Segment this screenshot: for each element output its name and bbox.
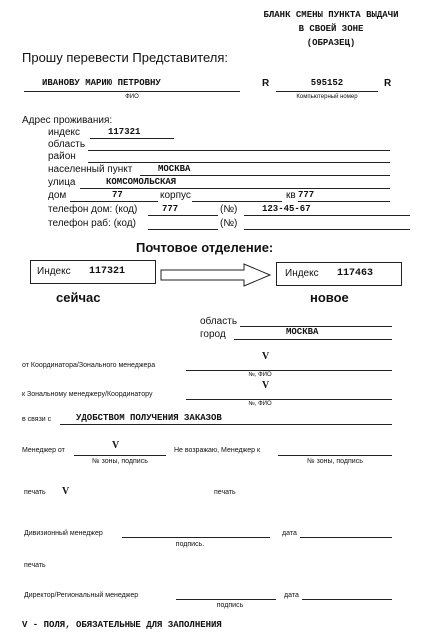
house-underline — [70, 201, 158, 202]
manager-from-mark: V — [112, 440, 120, 451]
current-index-label: Индекс — [37, 266, 71, 277]
to-manager-caption: №, ФИО — [248, 401, 272, 407]
name-caption: ФИО — [125, 94, 139, 100]
from-coordinator-mark: V — [262, 351, 270, 362]
phone-home-num-label: (№) — [220, 204, 238, 215]
representative-name[interactable]: ИВАНОВУ МАРИЮ ПЕТРОВНУ — [42, 78, 161, 88]
division-date-underline[interactable] — [300, 537, 392, 538]
from-coordinator-underline[interactable] — [186, 370, 392, 371]
form-title-line3: (ОБРАЗЕЦ) — [306, 38, 356, 48]
house-label: дом — [48, 190, 67, 201]
postal-city-underline — [234, 339, 392, 340]
house-value[interactable]: 77 — [112, 190, 123, 200]
postal-heading: Почтовое отделение: — [136, 240, 274, 255]
address-heading: Адрес проживания: — [22, 115, 113, 126]
manager-from-caption: № зоны, подпись — [92, 458, 148, 465]
phone-work-code-underline[interactable] — [148, 229, 218, 230]
now-caption: сейчас — [56, 290, 101, 305]
computer-number[interactable]: 595152 — [310, 78, 344, 88]
current-index-box[interactable] — [30, 260, 156, 284]
phone-home-label: телефон дом: (код) — [48, 204, 138, 215]
division-date-label: дата — [282, 530, 297, 537]
phone-home-number-underline — [244, 215, 410, 216]
director-signature-underline[interactable] — [176, 599, 276, 600]
new-index-label: Индекс — [285, 268, 319, 279]
director-signature-caption: подпись — [216, 602, 244, 609]
kv-underline — [298, 201, 390, 202]
request-text: Прошу перевести Представителя: — [22, 50, 229, 65]
new-caption: новое — [310, 290, 349, 305]
no-objection-underline[interactable] — [278, 455, 392, 456]
district-underline[interactable] — [88, 162, 390, 163]
index-value[interactable]: 117321 — [108, 127, 141, 137]
phone-home-code-underline — [148, 215, 218, 216]
street-label: улица — [48, 177, 76, 188]
division-signature-underline[interactable] — [122, 537, 270, 538]
phone-work-number-underline[interactable] — [244, 229, 410, 230]
region-underline[interactable] — [88, 150, 390, 151]
index-label: индекс — [48, 127, 80, 138]
phone-work-num-label: (№) — [220, 218, 238, 229]
kv-label: кв — [286, 190, 296, 201]
number-underline — [276, 91, 378, 92]
index-underline — [90, 138, 174, 139]
current-index-value: 117321 — [89, 266, 126, 277]
no-objection-label: Не возражаю, Менеджер к — [174, 447, 261, 454]
street-value[interactable]: КОМСОМОЛЬСКАЯ — [106, 177, 177, 187]
director-date-underline[interactable] — [302, 599, 392, 600]
number-caption: Компьютерный номер — [296, 94, 358, 100]
stamp-bottom-label: печать — [24, 562, 46, 569]
district-label: район — [48, 151, 76, 162]
city-value[interactable]: МОСКВА — [158, 164, 191, 174]
phone-work-label: телефон раб: (код) — [48, 218, 136, 229]
postal-region-label: область — [200, 316, 238, 327]
street-underline — [80, 188, 390, 189]
phone-home-code[interactable]: 777 — [162, 204, 179, 214]
to-manager-label: к Зональному менеджеру/Координатору — [22, 391, 153, 398]
stamp-left-label: печать — [24, 489, 46, 496]
division-manager-label: Дивизионный менеджер — [24, 530, 103, 537]
new-index-value: 117463 — [337, 268, 374, 279]
from-coordinator-label: от Координатора/Зонального менеджера — [22, 362, 156, 369]
postal-city-label: город — [200, 329, 226, 340]
no-objection-caption: № зоны, подпись — [307, 458, 363, 465]
manager-from-underline[interactable] — [74, 455, 166, 456]
reason-label: в связи с — [22, 416, 52, 423]
corpus-label: корпус — [160, 190, 191, 201]
required-fields-note: V - ПОЛЯ, ОБЯЗАТЕЛЬНЫЕ ДЛЯ ЗАПОЛНЕНИЯ — [22, 620, 222, 630]
stamp-left-mark: V — [62, 486, 70, 497]
to-manager-underline[interactable] — [186, 399, 392, 400]
form-title-line2: В СВОЕЙ ЗОНЕ — [298, 24, 364, 34]
postal-city-value[interactable]: МОСКВА — [286, 327, 319, 337]
director-date-label: дата — [284, 592, 299, 599]
reason-underline — [60, 424, 392, 425]
reason-value[interactable]: УДОБСТВОМ ПОЛУЧЕНИЯ ЗАКАЗОВ — [76, 413, 222, 423]
corpus-underline[interactable] — [192, 201, 282, 202]
from-coordinator-caption: №, ФИО — [248, 372, 272, 378]
name-underline — [24, 91, 240, 92]
kv-value[interactable]: 777 — [298, 190, 315, 200]
director-label: Директор/Региональный менеджер — [24, 592, 139, 599]
division-signature-caption: подпись. — [175, 541, 205, 548]
r-mark-left: R — [262, 78, 270, 89]
manager-from-label: Менеджер от — [22, 447, 65, 454]
new-index-box[interactable] — [276, 262, 402, 286]
stamp-right-label: печать — [214, 489, 236, 496]
form-title-line1: БЛАНК СМЕНЫ ПУНКТА ВЫДАЧИ — [263, 10, 399, 20]
r-mark-right: R — [384, 78, 392, 89]
arrow-right-icon — [160, 262, 272, 288]
to-manager-mark: V — [262, 380, 270, 391]
region-label: область — [48, 139, 86, 150]
phone-home-number[interactable]: 123-45-67 — [262, 204, 311, 214]
city-label: населенный пункт — [48, 164, 133, 175]
city-underline — [140, 175, 390, 176]
